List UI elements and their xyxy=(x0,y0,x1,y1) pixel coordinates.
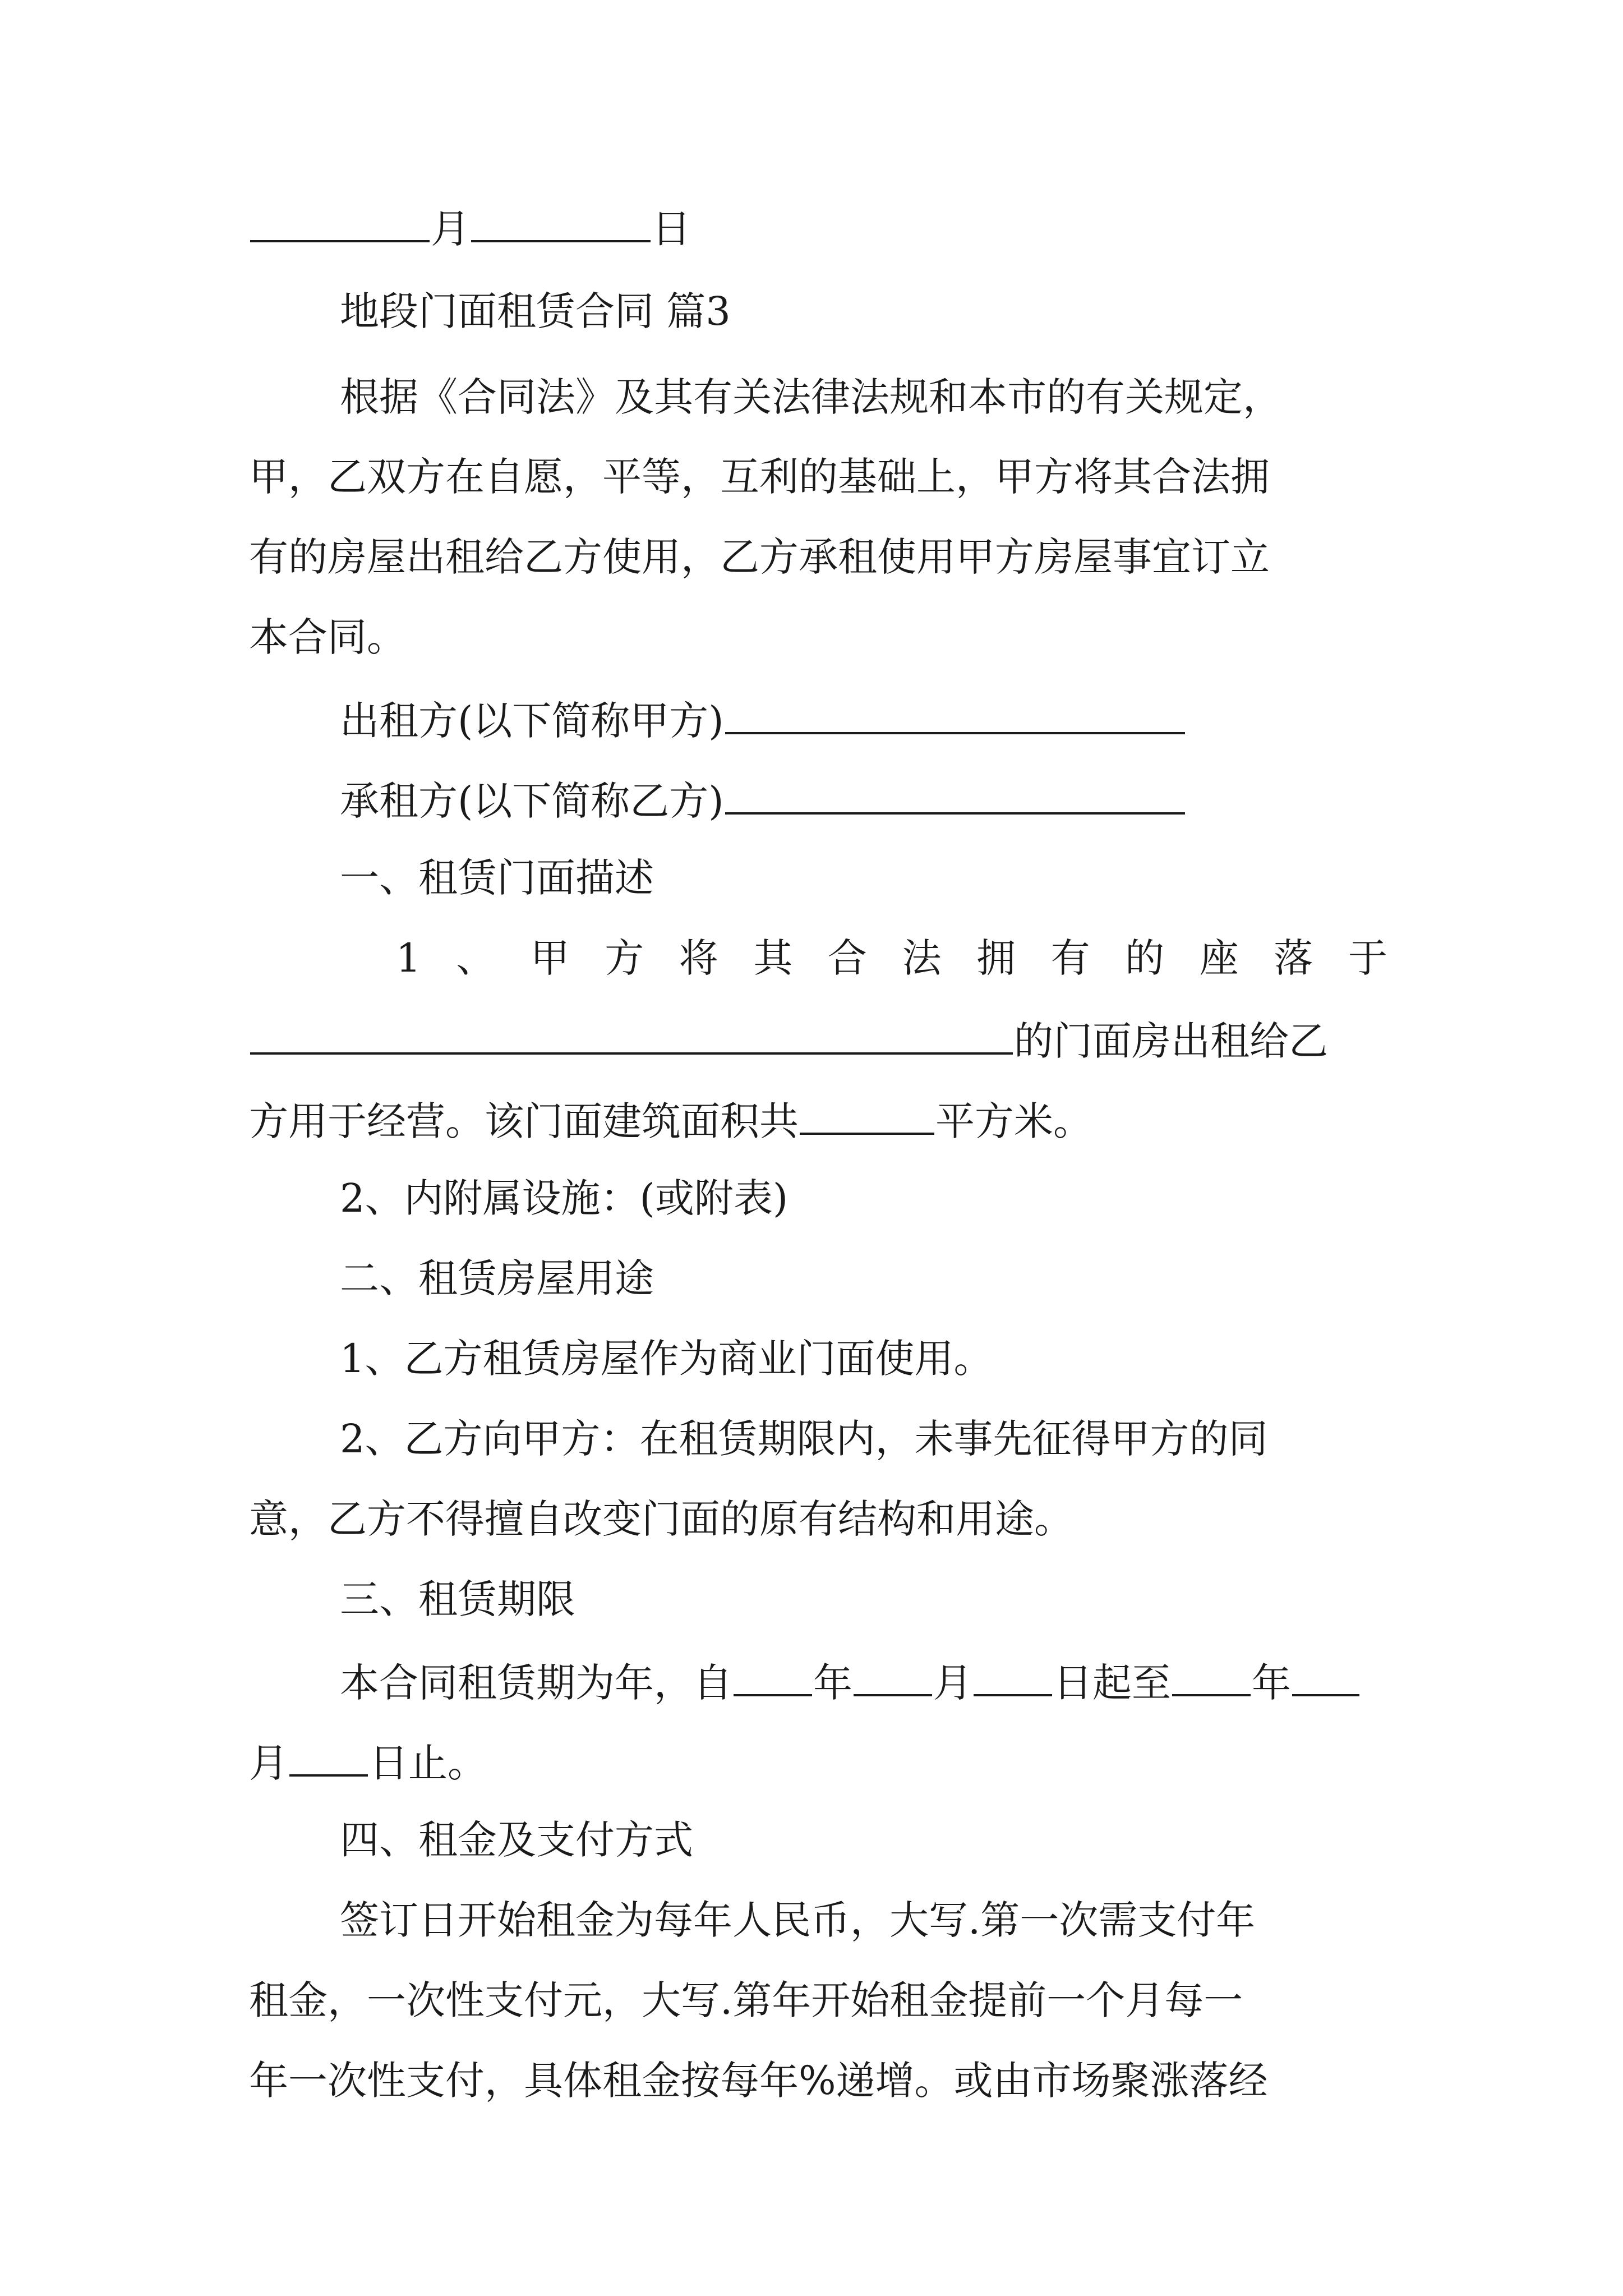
section-1-title: 一、租赁门面描述 xyxy=(340,855,654,901)
blank-start-month xyxy=(854,1651,932,1696)
year-label: 年 xyxy=(1252,1660,1291,1706)
section-3-title: 三、租赁期限 xyxy=(340,1576,575,1622)
intro-line-1: 根据《合同法》及其有关法律法规和本市的有关规定， xyxy=(340,374,1282,420)
section-2-item-1: 1、乙方租赁房屋作为商业门面使用。 xyxy=(340,1336,993,1382)
section-2-item-2-line-a: 2、乙方向甲方：在租赁期限内，未事先征得甲方的同 xyxy=(340,1416,1268,1462)
day-to-label: 日起至 xyxy=(1053,1660,1171,1706)
location-suffix: 的门面房出租给乙 xyxy=(1014,1018,1328,1064)
section-1-item-1-line-a xyxy=(396,930,1387,986)
char: 有 xyxy=(1050,935,1090,981)
char: 合 xyxy=(827,935,867,981)
date-line xyxy=(249,197,691,257)
blank-start-day xyxy=(974,1651,1052,1696)
intro-line-4: 本合同。 xyxy=(249,614,406,660)
char: 、 xyxy=(456,935,496,981)
section-2-item-2-line-b: 意，乙方不得擅自改变门面的原有结构和用途。 xyxy=(249,1496,1073,1542)
contract-heading: 地段门面租赁合同 篇3 xyxy=(340,288,731,334)
blank-end-month xyxy=(1292,1651,1359,1696)
char: 法 xyxy=(902,935,942,981)
blank-start-year xyxy=(734,1651,812,1696)
section-1-item-1-line-b xyxy=(249,1010,1328,1069)
section-4-title: 四、租金及支付方式 xyxy=(340,1817,693,1863)
section-4-line-c: 年一次性支付，具体租金按每年%递增。或由市场聚涨落经 xyxy=(249,2058,1268,2104)
char: 方 xyxy=(605,935,644,981)
char: 将 xyxy=(679,935,718,981)
location-blank xyxy=(250,1010,1013,1055)
blank-month xyxy=(250,197,430,242)
day-end-label: 日止。 xyxy=(369,1740,487,1786)
lessee-label: 承租方(以下简称乙方) xyxy=(340,778,724,824)
char: 其 xyxy=(753,935,793,981)
section-4-line-b: 租金，一次性支付元，大写.第年开始租金提前一个月每一 xyxy=(249,1977,1243,2023)
lessee-line xyxy=(340,770,1186,829)
area-blank xyxy=(800,1090,934,1135)
char: 拥 xyxy=(976,935,1016,981)
section-3-line-a xyxy=(340,1651,1361,1711)
area-suffix: 平方米。 xyxy=(935,1098,1092,1144)
char: 座 xyxy=(1199,935,1239,981)
char: 1 xyxy=(396,935,421,981)
date-month-label: 月 xyxy=(431,206,470,252)
char: 于 xyxy=(1348,935,1387,981)
year-label: 年 xyxy=(813,1660,852,1706)
char: 甲 xyxy=(530,935,570,981)
month-label: 月 xyxy=(249,1740,288,1786)
section-1-item-1-line-c xyxy=(249,1090,1092,1149)
intro-line-2: 甲，乙双方在自愿，平等，互利的基础上，甲方将其合法拥 xyxy=(249,454,1270,500)
area-prefix: 方用于经营。该门面建筑面积共 xyxy=(249,1098,799,1144)
lessor-label: 出租方(以下简称甲方) xyxy=(340,698,724,744)
blank-end-year xyxy=(1172,1651,1251,1696)
blank-end-day xyxy=(289,1732,368,1777)
section-4-line-a: 签订日开始租金为每年人民币，大写.第一次需支付年 xyxy=(340,1897,1256,1943)
lessor-blank xyxy=(725,689,1185,734)
lessor-line xyxy=(340,689,1186,749)
date-day-label: 日 xyxy=(652,206,691,252)
section-2-title: 二、租赁房屋用途 xyxy=(340,1255,654,1301)
char: 的 xyxy=(1125,935,1165,981)
month-label: 月 xyxy=(933,1660,972,1706)
lessee-blank xyxy=(725,770,1185,815)
blank-day xyxy=(471,197,651,242)
term-prefix: 本合同租赁期为年，自 xyxy=(340,1660,732,1706)
intro-line-3: 有的房屋出租给乙方使用，乙方承租使用甲方房屋事宜订立 xyxy=(249,534,1270,580)
section-3-line-b xyxy=(249,1732,487,1791)
section-1-item-2: 2、内附属设施：(或附表) xyxy=(340,1175,789,1221)
char: 落 xyxy=(1274,935,1313,981)
